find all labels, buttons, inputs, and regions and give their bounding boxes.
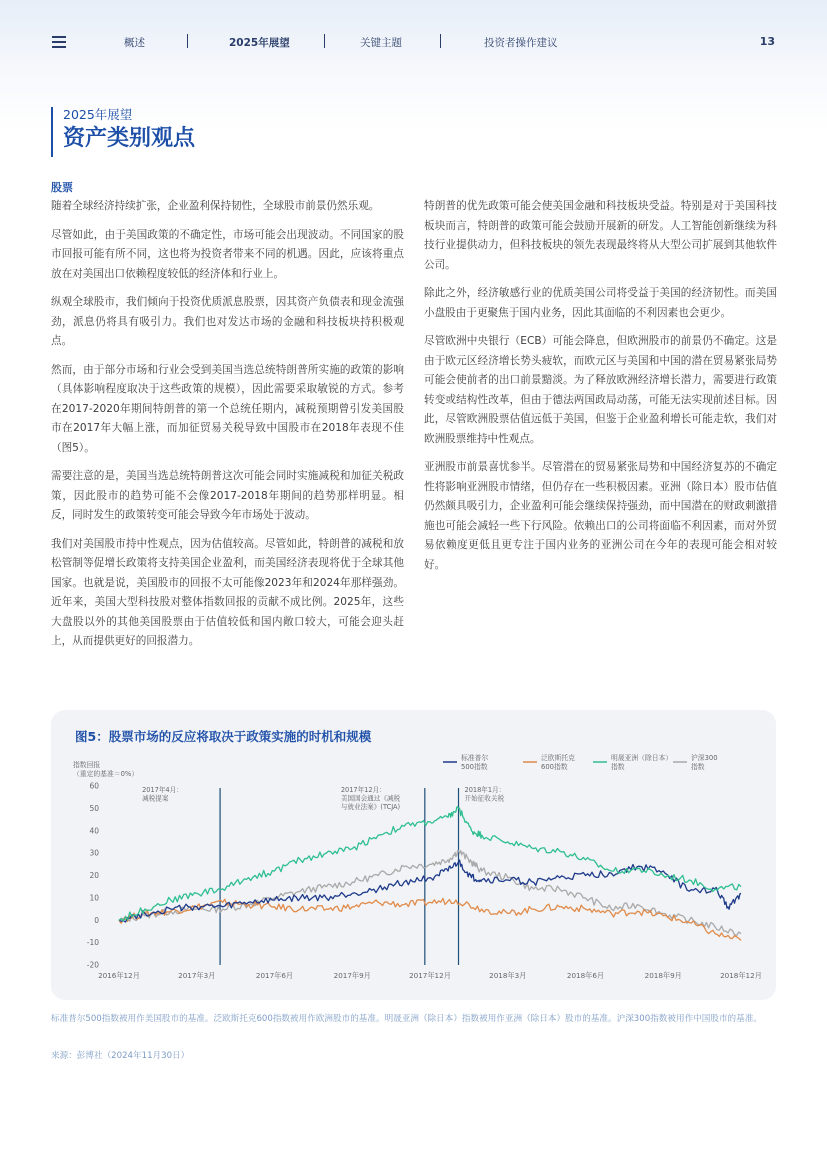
- paragraph: 除此之外，经济敏感行业的优质美国公司将受益于美国的经济韧性。而美国小盘股由于更聚焦于国内业务，因此其面临的不利因素也会更少。: [424, 287, 777, 319]
- x-tick-label: 2018年3月: [489, 971, 527, 980]
- series-line-0: [119, 851, 741, 936]
- paragraph: 随着全球经济持续扩张，企业盈利保持韧性，全球股市前景仍然乐观。: [51, 200, 380, 212]
- event-annotation: 减税提案: [142, 794, 169, 803]
- paragraph: 尽管如此，由于美国政策的不确定性，市场可能会出现波动。不同国家的股市回报可能有所不同，这也将为投资者带来不同的机遇。因此，应该将重点放在对美国出口依赖程度较低的经济体和行业上。: [51, 228, 404, 280]
- source-note: 来源：彭博社（2024年11月30日）: [51, 1051, 190, 1061]
- y-tick-label: 40: [89, 826, 99, 836]
- event-annotation: 2017年4月：: [142, 786, 183, 794]
- event-annotation: 美国国会通过《减税: [340, 794, 401, 803]
- section-heading-equities: 股票: [51, 181, 73, 194]
- hamburger-menu-icon[interactable]: [52, 36, 66, 51]
- legend-label: 泛欧斯托克: [541, 754, 575, 762]
- section-title-block: [51, 107, 195, 157]
- nav-outlook-2025[interactable]: 2025年展望: [229, 37, 290, 49]
- nav-investor-advice[interactable]: 投资者操作建议: [484, 37, 558, 49]
- nav-divider: [187, 34, 188, 48]
- x-tick-label: 2017年9月: [333, 971, 371, 980]
- x-tick-label: 2018年12月: [720, 971, 762, 980]
- paragraph: 我们对美国股市持中性观点，因为估值较高。尽管如此，特朗普的减税和放松管制等促增长政策将支持美国企业盈利，而美国经济表现将优于全球其他国家。也就是说，美国股市的回报不太可能像2023年和2024年那样强劲。近年来，美国大型科技股对整体指数回报的贡献不成比例。2025年，这些大盘股以外的其他美国股票由于估值较低和国内敞口较大，可能会迎头赶上，从而提供更好的回报潜力。: [51, 537, 404, 647]
- y-axis-label: 指数回报: [73, 761, 101, 769]
- event-annotation: 2018年1月：: [464, 786, 506, 794]
- nav-overview[interactable]: 概述: [124, 37, 145, 49]
- paragraph: 特朗普的优先政策可能会使美国金融和科技板块受益。特别是对于美国科技板块而言，特朗普的政策可能会鼓励开展新的研发。人工智能创新继续为科技行业提供动力，但科技板块的领先表现最终将从大型公司扩展到其他软件公司。: [424, 200, 777, 271]
- top-nav-bar: [0, 30, 827, 54]
- right-text-column: [424, 197, 777, 584]
- legend-label: 指数: [691, 763, 705, 771]
- legend-label: 500指数: [461, 763, 488, 771]
- figure-title: 图5：股票市场的反应将取决于政策实施的时机和规模: [75, 729, 372, 744]
- y-tick-label: -20: [86, 960, 99, 970]
- nav-key-themes[interactable]: 关键主题: [360, 37, 402, 49]
- x-tick-label: 2018年9月: [644, 971, 682, 980]
- y-tick-label: -10: [86, 938, 99, 948]
- legend-label: 标准普尔: [461, 754, 489, 762]
- x-tick-label: 2016年12月: [98, 971, 140, 980]
- legend-label: 600指数: [541, 763, 568, 771]
- event-annotation: 开始征收关税: [464, 794, 505, 803]
- paragraph: 然而，由于部分市场和行业会受到美国当选总统特朗普所实施的政策的影响（具体影响程度取决于这些政策的规模），因此需要采取敏锐的方式。参考在2017-2020年期间特朗普的第一个总统任期内，减税预期曾引发美国股市在2017年大幅上涨，而加征贸易关税导致中国股市在2018年表现不佳（图5）。: [51, 363, 404, 454]
- page-number: 13: [759, 35, 775, 48]
- left-text-column: [51, 179, 404, 661]
- legend-label: 明晟亚洲（除日本）: [611, 754, 673, 762]
- y-tick-label: 30: [89, 848, 99, 858]
- section-kicker: 2025年展望: [63, 107, 133, 122]
- y-axis-label: （重定的基准＝0%）: [73, 770, 139, 778]
- paragraph: 需要注意的是，美国当选总统特朗普这次可能会同时实施减税和加征关税政策，因此股市的趋势可能不会像2017-2018年期间的趋势那样明显。相反，同时发生的政策转变可能会导致今年市场处于波动。: [51, 470, 404, 521]
- page-title: 资产类别观点: [63, 126, 196, 151]
- x-tick-label: 2017年6月: [255, 971, 294, 980]
- paragraph: 亚洲股市前景喜忧参半。尽管潜在的贸易紧张局势和中国经济复苏的不确定性将影响亚洲股市情绪，但仍存在一些积极因素。亚洲（除日本）股市估值仍然颇具吸引力，企业盈利可能会继续保持强劲，而中国潜在的财政刺激措施也可能会减轻一些下行风险。依赖出口的公司将面临不利因素，而对外贸易依赖度更低且更专注于国内业务的亚洲公司在今年的表现可能会相对较好。: [424, 461, 777, 571]
- y-tick-label: 20: [89, 871, 99, 880]
- figure-panel: [51, 710, 776, 1000]
- y-tick-label: 0: [94, 915, 99, 925]
- y-tick-label: 10: [89, 893, 99, 903]
- paragraph: 尽管欧洲中央银行（ECB）可能会降息，但欧洲股市的前景仍不确定。这是由于欧元区经济增长势头疲软，而欧元区与美国和中国的潜在贸易紧张局势可能会使前者的出口前景黯淡。为了释放欧洲经济增长潜力，需要进行政策转变或结构性改革，但由于德法两国政局动荡，可能无法实现前述目标。因此，尽管欧洲股票估值远低于美国，但鉴于企业盈利增长可能走软，我们对欧洲股票维持中性观点。: [424, 335, 777, 445]
- legend-label: 沪深300: [691, 754, 718, 762]
- figure-footnote: 标准普尔500指数被用作美国股市的基准。泛欧斯托克600指数被用作欧洲股市的基准。明晟亚洲（除日本）指数被用作亚洲（除日本）股市的基准。沪深300指数被用作中国股市的基准。: [51, 1014, 762, 1024]
- y-tick-label: 50: [89, 803, 99, 813]
- x-tick-label: 2017年12月: [409, 971, 451, 980]
- paragraph: 纵观全球股市，我们倾向于投资优质派息股票，因其资产负债表和现金流强劲，派息仍将具有吸引力。我们也对发达市场的金融和科技板块持积极观点。: [51, 296, 404, 347]
- x-tick-label: 2018年6月: [566, 971, 605, 980]
- line-chart: [51, 710, 776, 1000]
- x-tick-label: 2017年3月: [178, 971, 216, 980]
- nav-divider: [324, 34, 325, 48]
- event-annotation: 2017年12月：: [340, 786, 386, 794]
- legend-label: 指数: [611, 763, 625, 771]
- event-annotation: 与就业法案》(TCJA): [340, 803, 401, 811]
- nav-divider: [440, 34, 441, 48]
- y-tick-label: 60: [89, 781, 99, 791]
